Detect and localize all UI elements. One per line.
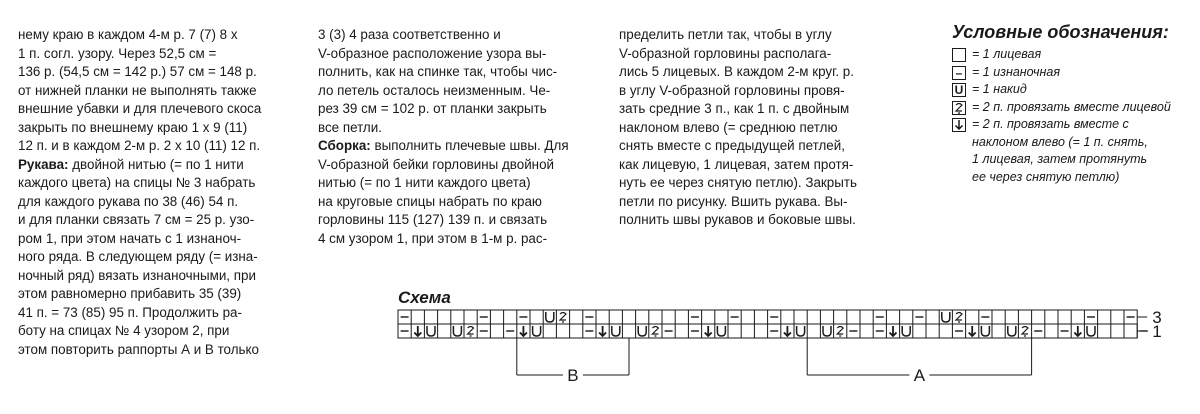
text-line: рез 39 см = 102 р. от планки закрыть bbox=[318, 101, 547, 116]
text-line: петли по рисунку. Вшить рукава. Вы- bbox=[619, 193, 848, 209]
legend-item-text: = 1 изнаночная bbox=[972, 64, 1061, 79]
text-line: 3 (3) 4 раза соответственно и bbox=[318, 27, 501, 42]
text-line: наклоном влево (= среднюю петлю bbox=[619, 119, 838, 135]
scheme-title: Схема bbox=[398, 288, 451, 307]
text-line: ром 1, при этом начать с 1 изнаноч- bbox=[18, 230, 242, 246]
text-line: все петли. bbox=[318, 119, 382, 135]
sleeves-heading-rest: двойной нитью (= по 1 нити bbox=[68, 156, 244, 172]
text-line: нуть ее через снятую петлю). Закрыть bbox=[619, 175, 857, 190]
repeat-label: A bbox=[913, 366, 926, 385]
text-line: нему краю в каждом 4-м р. 7 (7) 8 х bbox=[18, 27, 238, 42]
text-line: ного ряда. В следующем ряду (= изна- bbox=[18, 249, 258, 264]
text-line: полнить, как на спинке так, чтобы чис- bbox=[318, 64, 558, 79]
legend-item-text: = 1 лицевая bbox=[972, 47, 1042, 61]
text-line: 4 см узором 1, при этом в 1-м р. рас- bbox=[318, 230, 548, 246]
text-line: от нижней планки не выполнять также bbox=[18, 82, 257, 98]
text-line: 41 п. = 73 (85) 95 п. Продолжить ра- bbox=[18, 304, 242, 320]
text-line: внешние убавки и для плечевого скоса bbox=[18, 101, 262, 116]
legend-continuation-line: наклоном влево (= 1 п. снять, bbox=[972, 134, 1148, 149]
text-line: 12 п. и в каждом 2-м р. 2 х 10 (11) 12 п. bbox=[18, 138, 261, 153]
text-line: полнить швы рукавов и боковые швы. bbox=[619, 212, 856, 227]
legend-item-text: = 2 п. провязать вместе с bbox=[972, 117, 1129, 131]
text-line: закрыть по внешнему краю 1 х 9 (11) bbox=[18, 119, 248, 135]
assembly-heading: Сборка: bbox=[318, 138, 371, 153]
legend-title: Условные обозначения: bbox=[952, 22, 1169, 42]
repeat-label: B bbox=[567, 366, 579, 385]
yarn-over-icon: U bbox=[952, 83, 966, 97]
text-line: и для планки связать 7 см = 25 р. узо- bbox=[18, 212, 255, 227]
text-line: ло петель осталось неизменным. Че- bbox=[318, 82, 551, 98]
text-line: этом равномерно прибавить 35 (39) bbox=[18, 286, 242, 301]
text-line: пределить петли так, чтобы в углу bbox=[619, 27, 832, 42]
text-line: для каждого рукава по 38 (46) 54 п. bbox=[18, 193, 239, 209]
sleeves-heading: Рукава: bbox=[18, 156, 69, 172]
legend-continuation-line: ее через снятую петлю) bbox=[972, 169, 1120, 184]
text-line: снять вместе с предыдущей петлей, bbox=[619, 138, 845, 153]
row-label-1: 1 bbox=[1152, 322, 1162, 341]
text-line: каждого цвета) на спицы № 3 набрать bbox=[18, 175, 256, 190]
legend-continuation-line: 1 лицевая, затем протянуть bbox=[972, 152, 1148, 166]
row-label-3: 3 bbox=[1152, 308, 1162, 327]
text-line: 1 п. согл. узору. Через 52,5 см = bbox=[18, 45, 217, 61]
legend-item-text: = 2 п. провязать вместе лицевой bbox=[972, 99, 1171, 114]
text-line: 136 р. (54,5 см = 142 р.) 57 см = 148 р. bbox=[18, 64, 257, 79]
text-line: на круговые спицы набрать по краю bbox=[318, 193, 542, 209]
text-line: горловины 115 (127) 139 п. и связать bbox=[318, 212, 548, 227]
text-line: как лицевую, 1 лицевая, затем протя- bbox=[619, 156, 854, 172]
text-line: V-образное расположение узора вы- bbox=[318, 45, 547, 61]
purl-stitch-icon: – bbox=[952, 66, 966, 80]
legend-item-text: = 1 накид bbox=[972, 82, 1027, 96]
text-line: нитью (= по 1 нити каждого цвета) bbox=[318, 175, 531, 190]
text-line: ночный ряд) вязать изнаночными, при bbox=[18, 267, 256, 283]
text-line: зать средние 3 п., как 1 п. с двойным bbox=[619, 101, 850, 116]
text-line: боту на спицах № 4 узором 2, при bbox=[18, 323, 230, 338]
text-line: в углу V-образной горловины провя- bbox=[619, 82, 845, 98]
text-line: этом повторить раппорты А и В только bbox=[18, 341, 259, 357]
assembly-heading-rest: выполнить плечевые швы. Для bbox=[370, 138, 569, 153]
text-line: лись 5 лицевых. В каждом 2-м круг. р. bbox=[619, 64, 854, 79]
text-line: V-образной горловины располага- bbox=[619, 45, 832, 61]
text-line: V-образной бейки горловины двойной bbox=[318, 156, 554, 172]
